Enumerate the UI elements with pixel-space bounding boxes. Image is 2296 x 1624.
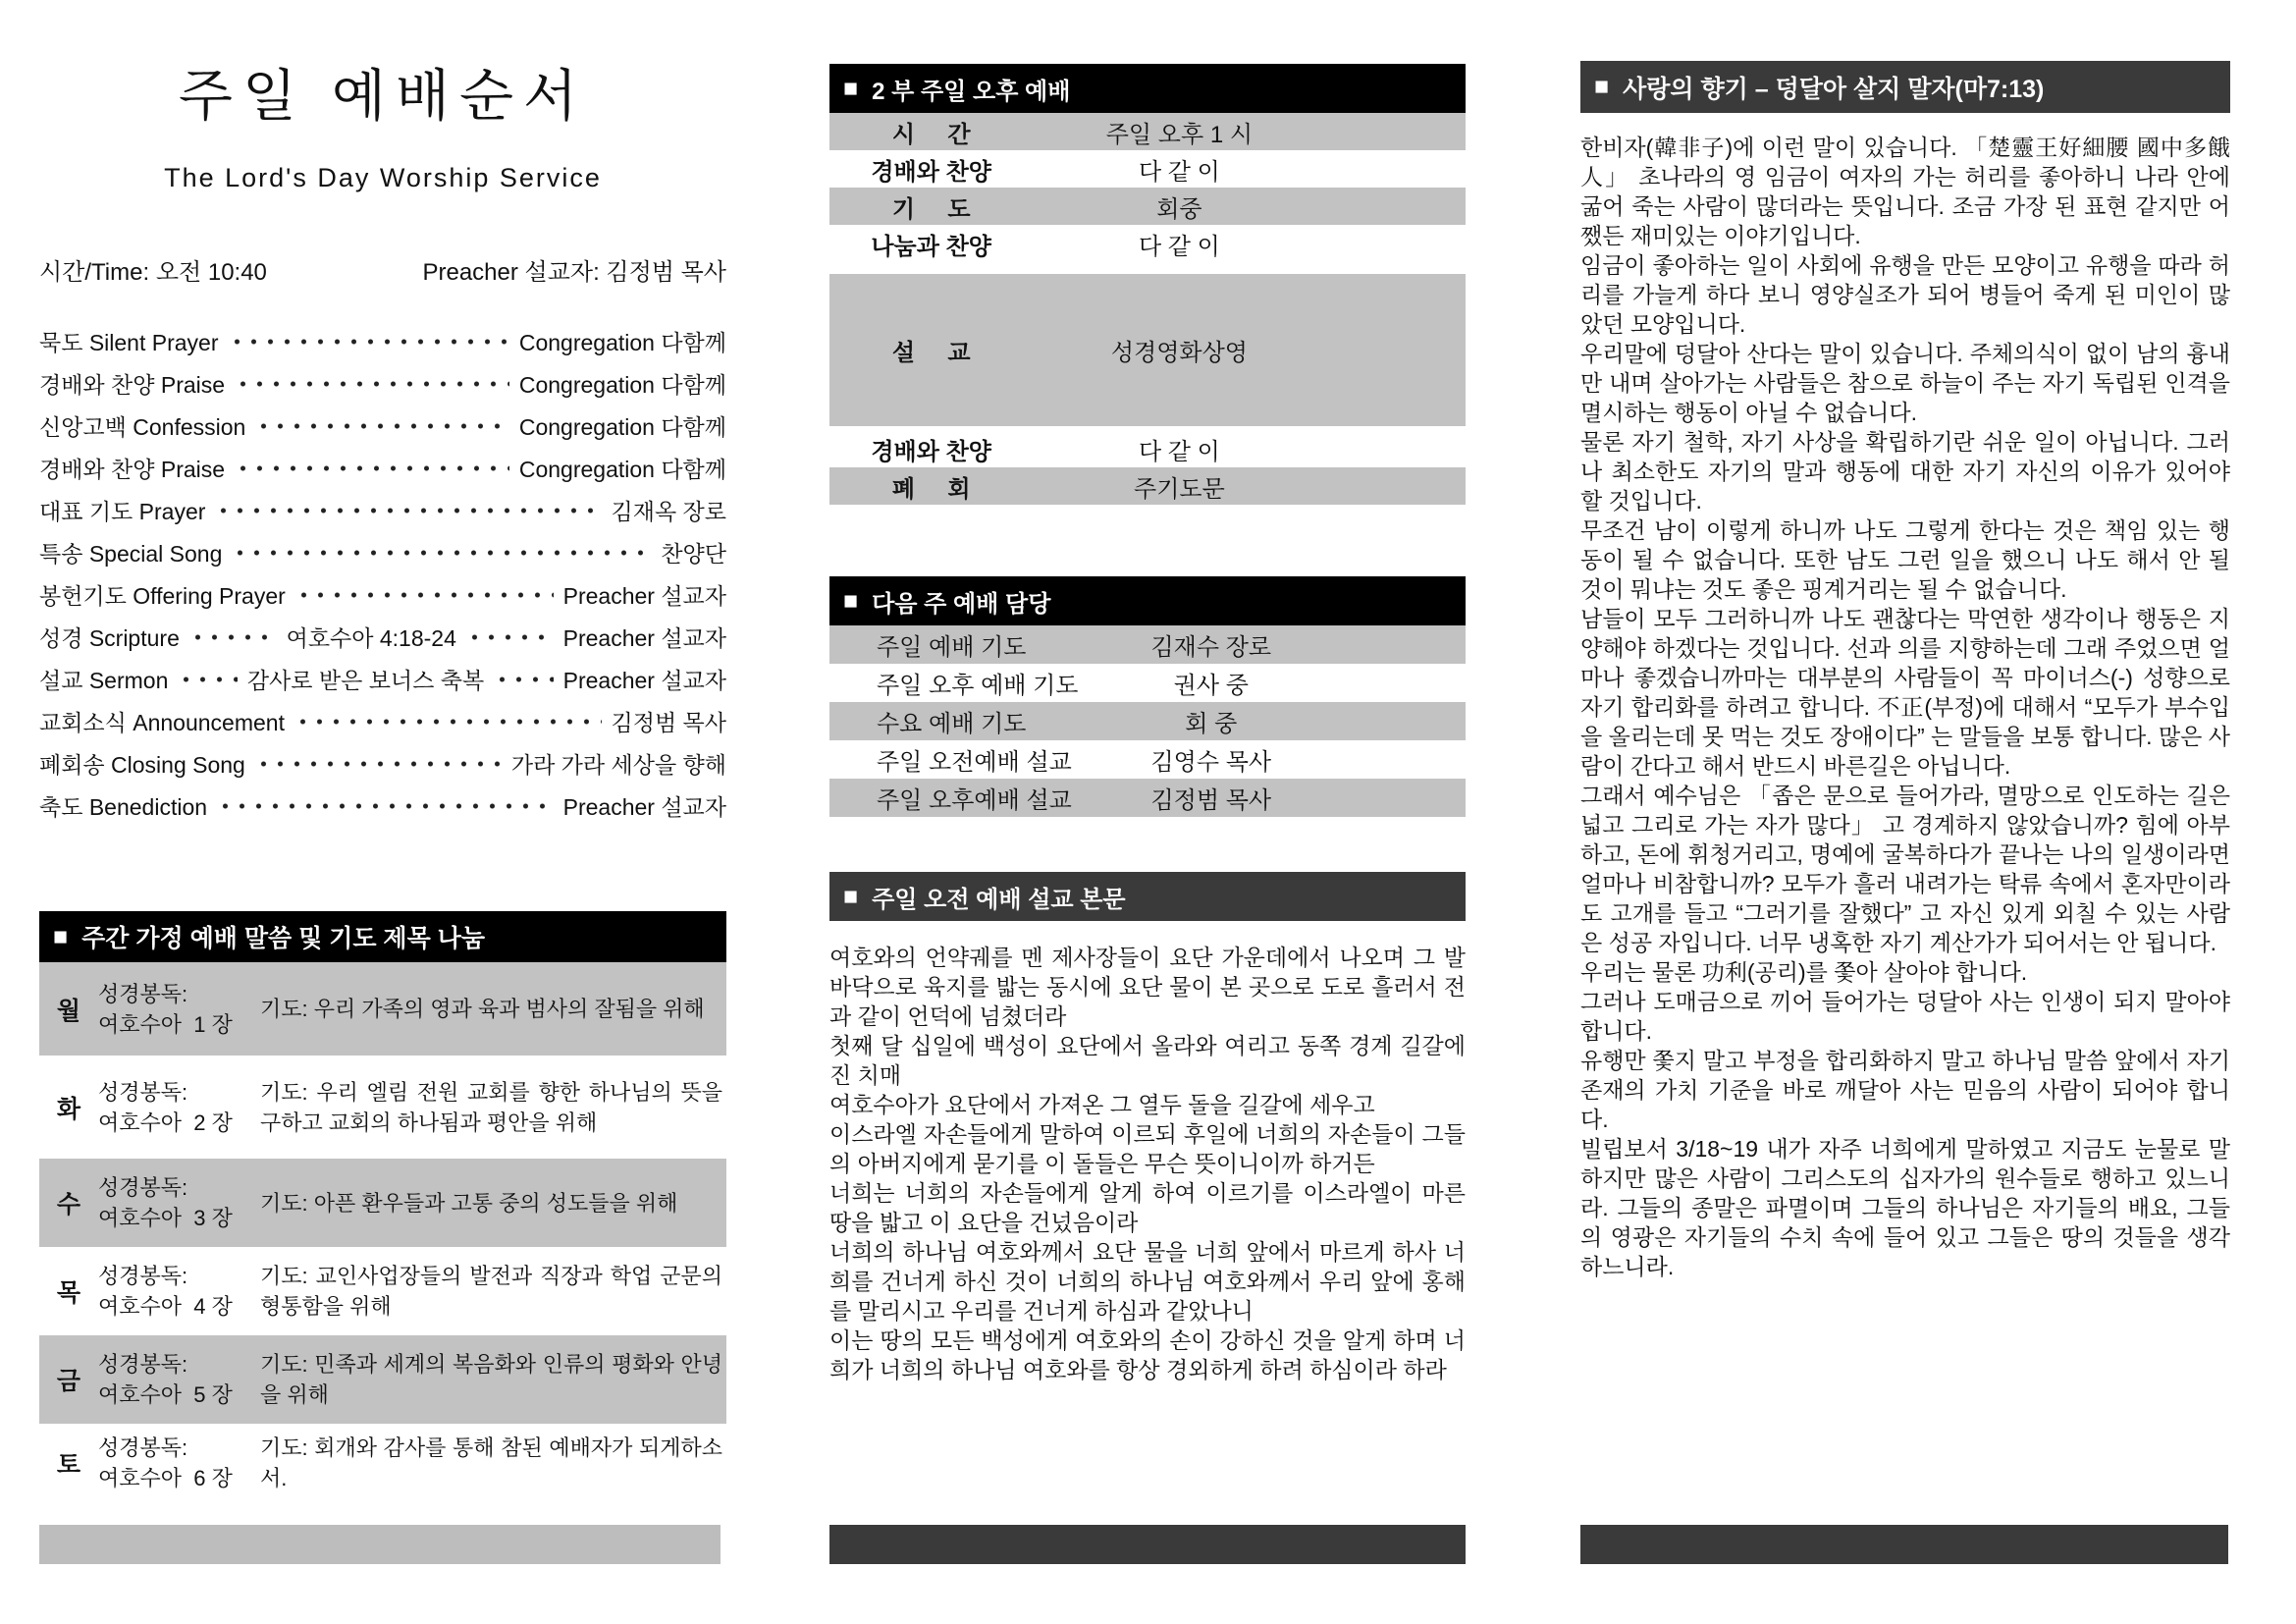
weekly-reading-label: 성경봉독:	[98, 1264, 188, 1288]
service-info-row	[39, 252, 726, 287]
order-item-assignee: Preacher 설교자	[562, 583, 726, 609]
page-title: 주일 예배순서	[178, 65, 588, 128]
essay-paragraphs	[1580, 133, 2230, 1281]
weekly-row	[39, 1424, 726, 1502]
essay-section-title: 사랑의 향기 – 덩달아 살지 말자(마7:13)	[1623, 75, 2045, 103]
weekly-day-label: 화	[56, 1095, 81, 1123]
weekly-day-label: 토	[56, 1451, 81, 1479]
weekly-day-label: 수	[56, 1191, 81, 1218]
body-paragraph: 한비자(韓非子)에 이런 말이 있습니다. 「楚靈王好細腰 國中多餓人」 초나라의 영 임금이 여자의 가는 허리를 좋아하니 나라 안에 굶어 죽는 사람이 많더라는 뜻입니다. 조금 가장 된 표현 같지만 어쨌든 재미있는 이야기입니다.	[1580, 135, 2230, 248]
body-paragraph: 무조건 남이 이렇게 하니까 나도 그렇게 한다는 것은 책임 있는 행동이 될 수 없습니다. 또한 남도 그런 일을 했으니 나도 해서 안 될 것이 뭐냐는 것도 좋은 핑계거리는 될 수 없습니다.	[1580, 517, 2230, 602]
table-row	[829, 274, 1466, 426]
order-item-title: 성경 Scripture	[39, 625, 180, 651]
table-row	[829, 740, 1466, 779]
weekly-reading-label: 성경봉독:	[98, 981, 188, 1006]
weekly-section-title: 주간 가정 예배 말씀 및 기도 제목 나눔	[81, 925, 485, 952]
essay-section-header	[1580, 61, 2230, 113]
weekly-prayer-text: 기도: 아픈 환우들과 고통 중의 성도들을 위해	[260, 1190, 678, 1216]
order-item-title: 설교 Sermon	[39, 668, 169, 693]
middle-column	[829, 0, 1466, 1624]
sermon-section-header	[829, 872, 1466, 921]
service-preacher: Preacher 설교자: 김정범 목사	[422, 259, 726, 286]
order-item-assignee: Congregation 다함께	[518, 330, 726, 355]
weekly-reading-label: 성경봉독:	[98, 1435, 188, 1460]
table-row-label: 경배와 찬양	[871, 158, 991, 186]
order-item-title: 경배와 찬양 Praise	[39, 372, 226, 398]
worship-order-item	[39, 616, 726, 658]
table-row	[829, 430, 1466, 467]
sermon-paragraphs	[829, 943, 1466, 1384]
weekly-row	[39, 1335, 726, 1424]
body-paragraph: 우리는 물론 功利(공리)를 쫓아 살아야 합니다.	[1580, 959, 2028, 985]
table-row-label: 나눔과 찬양	[871, 233, 991, 260]
body-paragraph: 이는 땅의 모든 백성에게 여호와의 손이 강하신 것을 알게 하며 너희가 너희의 하나님 여호와를 항상 경외하게 하려 하심이라 하라	[829, 1327, 1466, 1382]
table-row-value: 회중	[1156, 195, 1202, 223]
dot-leader	[235, 459, 509, 478]
dot-leader	[189, 627, 277, 647]
dot-leader	[295, 585, 554, 605]
order-item-title: 축도 Benediction	[39, 794, 208, 820]
table-row-label: 주일 예배 기도	[877, 634, 1027, 661]
weekly-row	[39, 1056, 726, 1159]
weekly-day-label: 목	[56, 1279, 81, 1307]
weekly-prayer-text: 기도: 우리 가족의 영과 육과 범사의 잘됨을 위해	[260, 997, 705, 1021]
footer-bar-middle	[829, 1525, 1466, 1564]
weekly-section-header	[39, 911, 726, 962]
table-row	[829, 113, 1466, 150]
order-item-title: 교회소식 Announcement	[39, 710, 285, 735]
body-paragraph: 그러나 도매금으로 끼어 들어가는 덩달아 사는 인생이 되지 말아야 합니다.	[1580, 989, 2230, 1044]
dot-leader	[255, 416, 509, 436]
order-item-assignee: Preacher 설교자	[562, 625, 726, 651]
order-item-assignee: Congregation 다함께	[518, 372, 726, 398]
next-week-section	[829, 576, 1466, 817]
next-week-section-title: 다음 주 예배 담당	[872, 590, 1051, 618]
body-paragraph: 첫째 달 십일에 백성이 요단에서 올라와 여리고 동쪽 경계 길갈에 진 치매	[829, 1033, 1466, 1088]
weekly-reading-value: 여호수아 1 장	[98, 1011, 233, 1037]
table-row-label: 주일 오후예배 설교	[877, 787, 1072, 814]
body-paragraph: 여호수아가 요단에서 가져온 그 열두 돌을 길갈에 세우고	[829, 1092, 1375, 1117]
essay-section	[1580, 61, 2230, 1281]
service-time: 시간/Time: 오전 10:40	[39, 259, 267, 286]
weekly-day-label: 월	[56, 997, 81, 1025]
weekly-row	[39, 962, 726, 1056]
order-item-assignee: 김정범 목사	[611, 710, 726, 735]
worship-order-item	[39, 320, 726, 362]
order-item-assignee: Congregation 다함께	[518, 414, 726, 440]
table-row	[829, 625, 1466, 664]
afternoon-service-section	[829, 64, 1466, 505]
dot-leader	[494, 670, 553, 689]
order-item-title: 봉헌기도 Offering Prayer	[39, 583, 286, 609]
weekly-prayer-text: 기도: 회개와 감사를 통해 참된 예배자가 되게하소서.	[260, 1435, 722, 1490]
right-column	[1580, 0, 2230, 1624]
afternoon-section-header	[829, 64, 1466, 113]
table-row	[829, 467, 1466, 505]
order-item-title: 대표 기도 Prayer	[39, 499, 206, 524]
order-item-title: 묵도 Silent Prayer	[39, 330, 219, 355]
dot-leader	[232, 543, 651, 563]
weekly-reading-value: 여호수아 6 장	[98, 1466, 233, 1490]
table-row	[829, 779, 1466, 817]
order-item-title: 폐회송 Closing Song	[39, 752, 245, 778]
page-subtitle: The Lord's Day Worship Service	[164, 163, 602, 192]
table-row-value: 다 같 이	[1138, 438, 1220, 465]
worship-order-item	[39, 531, 726, 573]
table-row-value: 권사 중	[1173, 673, 1249, 699]
table-row	[829, 150, 1466, 188]
worship-order-item	[39, 362, 726, 405]
body-paragraph: 너희는 너희의 자손들에게 알게 하여 이르기를 이스라엘이 마른 땅을 밟고 이 요단을 건넜음이라	[829, 1180, 1466, 1235]
table-row-value: 주일 오후 1 시	[1105, 121, 1254, 148]
dot-leader	[215, 501, 601, 520]
weekly-reading-cell	[98, 979, 260, 1040]
worship-order-item	[39, 658, 726, 700]
order-item-assignee: Congregation 다함께	[518, 457, 726, 482]
body-paragraph: 너희의 하나님 여호와께서 요단 물을 너희 앞에서 마르게 하사 너희를 건너게 하신 것이 너희의 하나님 여호와께서 우리 앞에 홍해를 말리시고 우리를 건너게 하심과 같았나니	[829, 1239, 1466, 1324]
order-item-title: 특송 Special Song	[39, 541, 223, 567]
afternoon-section-title: 2 부 주일 오후 예배	[872, 78, 1071, 105]
weekly-reading-label: 성경봉독:	[98, 1079, 188, 1105]
weekly-day-label: 금	[56, 1368, 81, 1395]
sermon-section-title: 주일 오전 예배 설교 본문	[872, 886, 1126, 913]
weekly-prayer-text: 기도: 교인사업장들의 발전과 직장과 학업 군문의 형통함을 위해	[260, 1264, 722, 1319]
worship-order-list	[39, 320, 726, 827]
footer-bar-right	[1580, 1525, 2228, 1564]
next-week-section-header	[829, 576, 1466, 625]
order-item-assignee: 김재옥 장로	[611, 499, 726, 524]
table-row-label: 주일 오후 예배 기도	[877, 673, 1079, 699]
order-item-title: 경배와 찬양 Praise	[39, 457, 226, 482]
weekly-reading-value: 여호수아 3 장	[98, 1206, 233, 1230]
sermon-text-section	[829, 872, 1466, 1384]
order-item-assignee: Preacher 설교자	[562, 794, 726, 820]
section-bullet-icon: ■	[843, 74, 859, 102]
table-row-value: 다 같 이	[1138, 233, 1220, 260]
body-paragraph: 우리말에 덩달아 산다는 말이 있습니다. 주체의식이 없이 남의 흉내만 내며 살아가는 사람들은 참으로 하늘이 주는 자기 독립된 인격을 멸시하는 행동이 아닐 수 없습니다.	[1580, 341, 2230, 425]
table-row	[829, 702, 1466, 740]
table-row-value: 김정범 목사	[1150, 787, 1272, 814]
body-paragraph: 임금이 좋아하는 일이 사회에 유행을 만든 모양이고 유행을 따라 허리를 가늘게 하다 보니 영양실조가 되어 병들어 죽게 된 미인이 많았던 모양입니다.	[1580, 252, 2230, 337]
dot-leader	[255, 754, 502, 774]
table-row	[829, 188, 1466, 225]
table-row	[829, 664, 1466, 702]
table-row	[829, 225, 1466, 262]
next-week-rows	[829, 625, 1466, 817]
body-paragraph: 물론 자기 철학, 자기 사상을 확립하기란 쉬운 일이 아닙니다. 그러나 최소한도 자기의 말과 행동에 대한 자기 자신의 이유가 있어야 할 것입니다.	[1580, 429, 2230, 514]
afternoon-rows	[829, 113, 1466, 505]
left-column	[39, 0, 726, 1624]
section-bullet-icon: ■	[843, 586, 859, 615]
table-row-label: 설 교	[891, 340, 971, 366]
body-paragraph: 이스라엘 자손들에게 말하여 이르되 후일에 너희의 자손들이 그들의 아버지에게 묻기를 이 돌들은 무슨 뜻이니이까 하거든	[829, 1121, 1466, 1176]
footer-bar-left	[39, 1525, 721, 1564]
dot-leader	[178, 670, 237, 689]
worship-order-item	[39, 489, 726, 531]
section-bullet-icon: ■	[843, 882, 859, 910]
dot-leader	[235, 374, 509, 394]
table-row-value: 회 중	[1185, 711, 1238, 737]
weekly-reading-value: 여호수아 2 장	[98, 1110, 233, 1135]
worship-order-item	[39, 742, 726, 785]
table-row-value: 다 같 이	[1138, 158, 1220, 186]
weekly-reading-value: 여호수아 5 장	[98, 1382, 233, 1407]
dot-leader	[217, 796, 554, 816]
order-item-assignee: Preacher 설교자	[562, 668, 727, 693]
section-bullet-icon: ■	[1594, 73, 1610, 100]
worship-order-item	[39, 405, 726, 447]
dot-leader	[229, 332, 509, 352]
order-item-title: 신앙고백 Confession	[39, 414, 246, 440]
weekly-reading-label: 성경봉독:	[98, 1352, 188, 1377]
worship-order-item	[39, 785, 726, 827]
worship-order-item	[39, 700, 726, 742]
weekly-reading-label: 성경봉독:	[98, 1175, 188, 1200]
dot-leader	[466, 627, 554, 647]
weekly-prayer-text: 기도: 민족과 세계의 복음화와 인류의 평화와 안녕을 위해	[260, 1352, 722, 1407]
weekly-reading-cell	[98, 1433, 260, 1493]
table-row-label: 주일 오전예배 설교	[877, 749, 1072, 776]
order-item-assignee: 가라 가라 세상을 향해	[510, 752, 726, 778]
body-paragraph: 그래서 예수님은 「좁은 문으로 들어가라, 멸망으로 인도하는 길은 넓고 그리로 가는 자가 많다」 고 경계하지 않았습니까? 힘에 아부하고, 돈에 휘청거리고, 명예에 굴복하다가 끝나는 나의 일생이라면 얼마나 비참합니까? 모두가 흘러 내려가는 탁류 속에서 혼자만이라도 고개를 들고 “그러기를 잘했다” 고 자신 있게 외칠 수 있는 사람은 성공 자입니다. 너무 냉혹한 자기 계산가가 되어서는 안 됩니다.	[1580, 783, 2230, 955]
weekly-row	[39, 1247, 726, 1335]
weekly-home-worship-section	[39, 911, 726, 1502]
weekly-reading-value: 여호수아 4 장	[98, 1294, 233, 1319]
weekly-rows	[39, 962, 726, 1502]
weekly-reading-cell	[98, 1261, 260, 1322]
body-paragraph: 유행만 쫓지 말고 부정을 합리화하지 말고 하나님 말씀 앞에서 자기 존재의 가치 기준을 바로 깨달아 사는 믿음의 사람이 되어야 합니다.	[1580, 1048, 2230, 1132]
weekly-reading-cell	[98, 1077, 260, 1138]
worship-order-item	[39, 573, 726, 616]
table-row-label: 시 간	[891, 121, 971, 148]
dot-leader	[294, 712, 602, 731]
body-paragraph: 남들이 모두 그러하니까 나도 괜찮다는 막연한 생각이나 행동은 지양해야 하겠다는 것입니다. 선과 의를 지향하는데 그래 주었으면 얼마나 좋겠습니까마는 대부분의 사람들이 꼭 마이너스(-) 성향으로 자기 합리화를 하려고 합니다. 不正(부정)에 대해서 “모두가 부수입을 올리는데 못 먹는 것도 장애이다” 는 말들을 보통 합니다. 많은 사람이 간다고 해서 반드시 바른길은 아닙니다.	[1580, 606, 2231, 779]
table-row-label: 기 도	[891, 195, 971, 223]
body-paragraph: 여호와의 언약궤를 멘 제사장들이 요단 가운데에서 나오며 그 발바닥으로 육지를 밟는 동시에 요단 물이 본 곳으로 도로 흘러서 전과 같이 언덕에 넘쳤더라	[829, 945, 1466, 1029]
table-row-label: 경배와 찬양	[871, 438, 991, 465]
order-item-detail: 감사로 받은 보너스 축복	[246, 668, 485, 693]
weekly-reading-cell	[98, 1349, 260, 1410]
table-row-label: 폐 회	[891, 475, 971, 503]
worship-order-item	[39, 447, 726, 489]
weekly-reading-cell	[98, 1172, 260, 1233]
weekly-prayer-text: 기도: 우리 엘림 전원 교회를 향한 하나님의 뜻을 구하고 교회의 하나됨과 평안을 위해	[260, 1079, 722, 1135]
order-item-detail: 여호수아 4:18-24	[286, 625, 456, 651]
order-item-assignee: 찬양단	[661, 541, 726, 567]
table-row-value: 김재수 장로	[1150, 634, 1272, 661]
table-row-value: 주기도문	[1134, 475, 1225, 503]
table-row-label: 수요 예배 기도	[877, 711, 1027, 737]
section-bullet-icon: ■	[53, 922, 69, 950]
body-paragraph: 빌립보서 3/18~19 내가 자주 너희에게 말하였고 지금도 눈물로 말하지만 많은 사람이 그리스도의 십자가의 원수들로 행하고 있느니라. 그들의 종말은 파멸이며 그들의 하나님은 자기들의 배요, 그들의 영광은 자기들의 수치 속에 들어 있고 그들은 땅의 것들을 생각하느니라.	[1580, 1136, 2230, 1279]
weekly-row	[39, 1159, 726, 1247]
table-row-value: 성경영화상영	[1110, 340, 1248, 366]
table-row-value: 김영수 목사	[1150, 749, 1272, 776]
